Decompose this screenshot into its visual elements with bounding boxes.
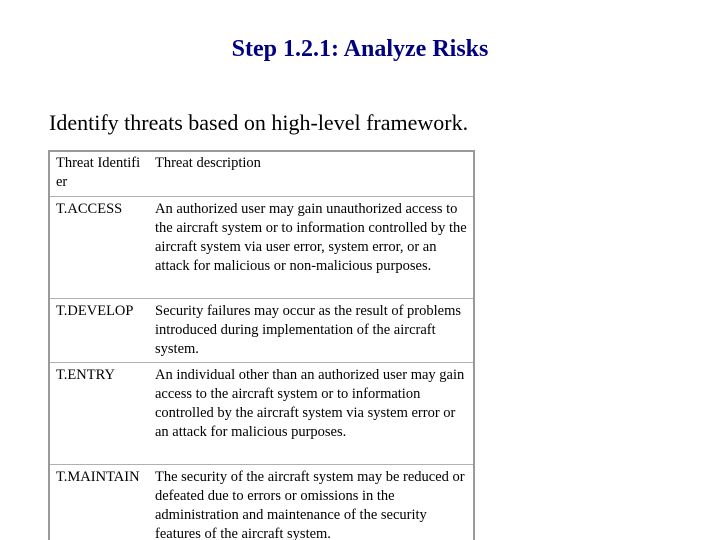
threat-description-cell: The security of the aircraft system may be reduced or defeated due to errors or omissions in the administration and maintenance of the security features of the aircraft system. xyxy=(150,465,473,540)
header-threat-description: Threat description xyxy=(150,152,473,197)
threat-description-cell: Security failures may occur as the result of problems introduced during implementation of the aircraft system. xyxy=(150,299,473,363)
threat-table xyxy=(50,152,473,540)
table-row xyxy=(50,197,473,299)
threat-description-cell: An authorized user may gain unauthorized access to the aircraft system or to information controlled by the aircraft system via user error, system error, or an attack for malicious or non-malicious purposes. xyxy=(150,197,473,299)
threat-table-frame xyxy=(48,150,475,540)
slide-subtitle: Identify threats based on high-level framework. xyxy=(49,110,469,135)
slide-title: Step 1.2.1: Analyze Risks xyxy=(231,36,489,62)
table-header-row xyxy=(50,152,473,197)
table-row xyxy=(50,465,473,540)
threat-description-cell: An individual other than an authorized user may gain access to the aircraft system or to information controlled by the aircraft system via system error or an attack for malicious purposes. xyxy=(150,363,473,465)
threat-id-cell: T.MAINTAIN xyxy=(50,465,150,540)
threat-id-cell: T.ACCESS xyxy=(50,197,150,299)
table-row xyxy=(50,363,473,465)
threat-id-cell: T.ENTRY xyxy=(50,363,150,465)
header-threat-identifier: Threat Identifier xyxy=(50,152,150,197)
threat-id-cell: T.DEVELOP xyxy=(50,299,150,363)
table-row xyxy=(50,299,473,363)
